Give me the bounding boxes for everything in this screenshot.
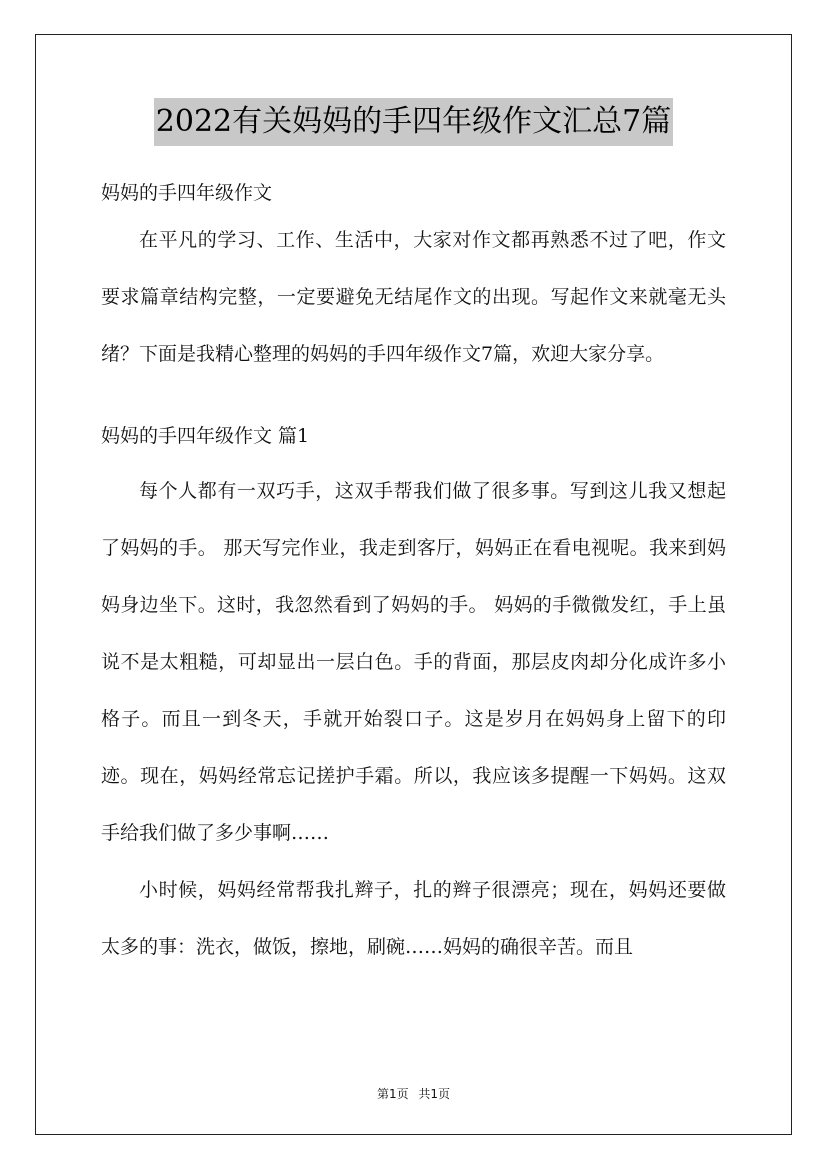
section-paragraph: 每个人都有一双巧手，这双手帮我们做了很多事。写到这儿我又想起了妈妈的手。 那天写完作业，我走到客厅，妈妈正在看电视呢。我来到妈妈身边坐下。这时，我忽然看到了妈妈的手。 妈妈的手微微发红，手上虽说不是太粗糙，可却显出一层白色。手的背面，那层皮肉却分化成许多小格子。而且一到冬天，手就开始裂口子。这是岁月在妈妈身上留下的印迹。现在，妈妈经常忘记搓护手霜。所以，我应该多提醒一下妈妈。这双手给我们做了多少事啊…… [101, 480, 726, 844]
page-number: 第1页 [376, 1087, 409, 1101]
intro-heading: 妈妈的手四年级作文 [101, 182, 273, 204]
page-footer [0, 1085, 827, 1102]
section-paragraph: 小时候，妈妈经常帮我扎辫子，扎的辫子很漂亮；现在，妈妈还要做太多的事：洗衣，做饭，擦地，刷碗……妈妈的确很辛苦。而且 [101, 879, 726, 958]
title-wrap [0, 98, 827, 146]
section-heading: 妈妈的手四年级作文 篇1 [101, 425, 310, 447]
section-gap [101, 383, 726, 417]
intro-paragraph: 在平凡的学习、工作、生活中，大家对作文都再熟悉不过了吧，作文要求篇章结构完整，一定要避免无结尾作文的出现。写起作文来就毫无头绪？下面是我精心整理的妈妈的手四年级作文7篇，欢迎大家分享。 [101, 229, 726, 365]
document-title: 2022有关妈妈的手四年级作文汇总7篇 [154, 98, 673, 146]
document-body [101, 174, 726, 976]
page-total: 共1页 [418, 1087, 451, 1101]
